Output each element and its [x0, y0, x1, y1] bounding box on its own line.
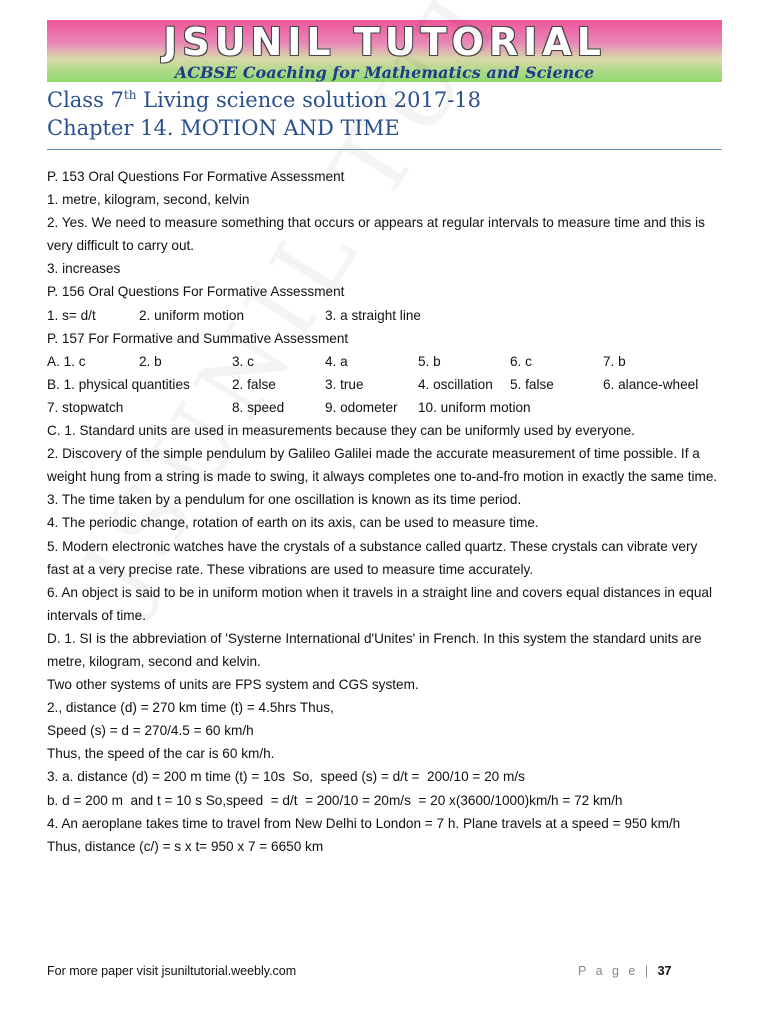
page-number: P a g e | 37	[578, 964, 672, 978]
banner-subtitle: ACBSE Coaching for Mathematics and Science	[174, 63, 595, 82]
answer-cell: 9. odometer	[325, 399, 398, 415]
section-heading: P. 156 Oral Questions For Formative Assessment	[47, 284, 345, 300]
answer-line: 2. Yes. We need to measure something that occurs or appears at regular intervals to measure time and this is very difficult to carry out.	[47, 215, 705, 254]
answer-cell: 6. alance-wheel	[603, 376, 699, 392]
answer-row-156	[47, 304, 722, 327]
answer-line: Speed (s) = d = 270/4.5 = 60 km/h	[47, 723, 254, 739]
answer-line: C. 1. Standard units are used in measurements because they can be uniformly used by everyone.	[47, 423, 635, 439]
page-body	[47, 165, 722, 858]
answer-cell: 7. b	[603, 353, 626, 369]
answer-cell: A. 1. c	[47, 353, 86, 369]
answer-line: 3. The time taken by a pendulum for one oscillation is known as its time period.	[47, 492, 522, 508]
answer-cell: 3. a straight line	[325, 307, 421, 323]
answer-cell: 2. false	[232, 376, 276, 392]
answer-cell: 10. uniform motion	[418, 399, 531, 415]
answer-cell: B. 1. physical quantities	[47, 376, 190, 392]
answer-line: 2., distance (d) = 270 km time (t) = 4.5hrs Thus,	[47, 700, 334, 716]
answer-cell: 2. b	[139, 353, 162, 369]
answer-line: 2. Discovery of the simple pendulum by Galileo Galilei made the accurate measurement of time possible. If a weight hung from a string is made to swing, it always completes one to-and-fro motion in exactly the same time.	[47, 446, 718, 485]
answer-line: 4. An aeroplane takes time to travel from New Delhi to London = 7 h. Plane travels at a speed = 950 km/h	[47, 815, 681, 831]
answer-line: D. 1. SI is the abbreviation of 'Systerne International d'Unites' in French. In this system the standard units are metre, kilogram, second and kelvin.	[47, 630, 702, 669]
footer-link[interactable]: For more paper visit jsuniltutorial.weebly.com	[47, 964, 297, 978]
answer-row-a	[47, 350, 722, 373]
answer-row-b2	[47, 396, 722, 419]
chapter-heading: Chapter 14. MOTION AND TIME	[47, 116, 400, 140]
answer-cell: 3. c	[232, 353, 254, 369]
answer-line: Thus, distance (c/) = s x t= 950 x 7 = 6650 km	[47, 838, 324, 854]
answer-line: 3. a. distance (d) = 200 m time (t) = 10s So, speed (s) = d/t = 200/10 = 20 m/s	[47, 769, 525, 785]
class-heading: Class 7th Living science solution 2017-18	[47, 88, 482, 112]
answer-cell: 4. oscillation	[418, 376, 493, 392]
answer-cell: 5. b	[418, 353, 441, 369]
answer-cell: 2. uniform motion	[139, 307, 245, 323]
answer-line: Two other systems of units are FPS system and CGS system.	[47, 677, 419, 693]
answer-line: 5. Modern electronic watches have the crystals of a substance called quartz. These crystals can vibrate very fast at a very precise rate. These vibrations are used to measure time accurately.	[47, 538, 698, 577]
section-heading: P. 157 For Formative and Summative Assessment	[47, 330, 349, 346]
answer-cell: 8. speed	[232, 399, 285, 415]
answer-cell: 7. stopwatch	[47, 399, 124, 415]
answer-line: 6. An object is said to be in uniform motion when it travels in a straight line and covers equal distances in equal intervals of time.	[47, 584, 712, 623]
section-heading: P. 153 Oral Questions For Formative Assessment	[47, 169, 345, 184]
answer-line: 3. increases	[47, 261, 121, 277]
answer-cell: 1. s= d/t	[47, 307, 96, 323]
answer-cell: 6. c	[510, 353, 532, 369]
banner-title: JSUNIL TUTORIAL	[163, 20, 606, 64]
answer-cell: 3. true	[325, 376, 364, 392]
answer-line: 1. metre, kilogram, second, kelvin	[47, 192, 250, 208]
answer-cell: 5. false	[510, 376, 554, 392]
answer-line: 4. The periodic change, rotation of earth on its axis, can be used to measure time.	[47, 515, 539, 531]
answer-cell: 4. a	[325, 353, 348, 369]
answer-row-b	[47, 373, 722, 396]
answer-line: b. d = 200 m and t = 10 s So,speed = d/t = 200/10 = 20m/s = 20 x(3600/1000)km/h = 72 km/h	[47, 792, 623, 808]
answer-line: Thus, the speed of the car is 60 km/h.	[47, 746, 275, 762]
